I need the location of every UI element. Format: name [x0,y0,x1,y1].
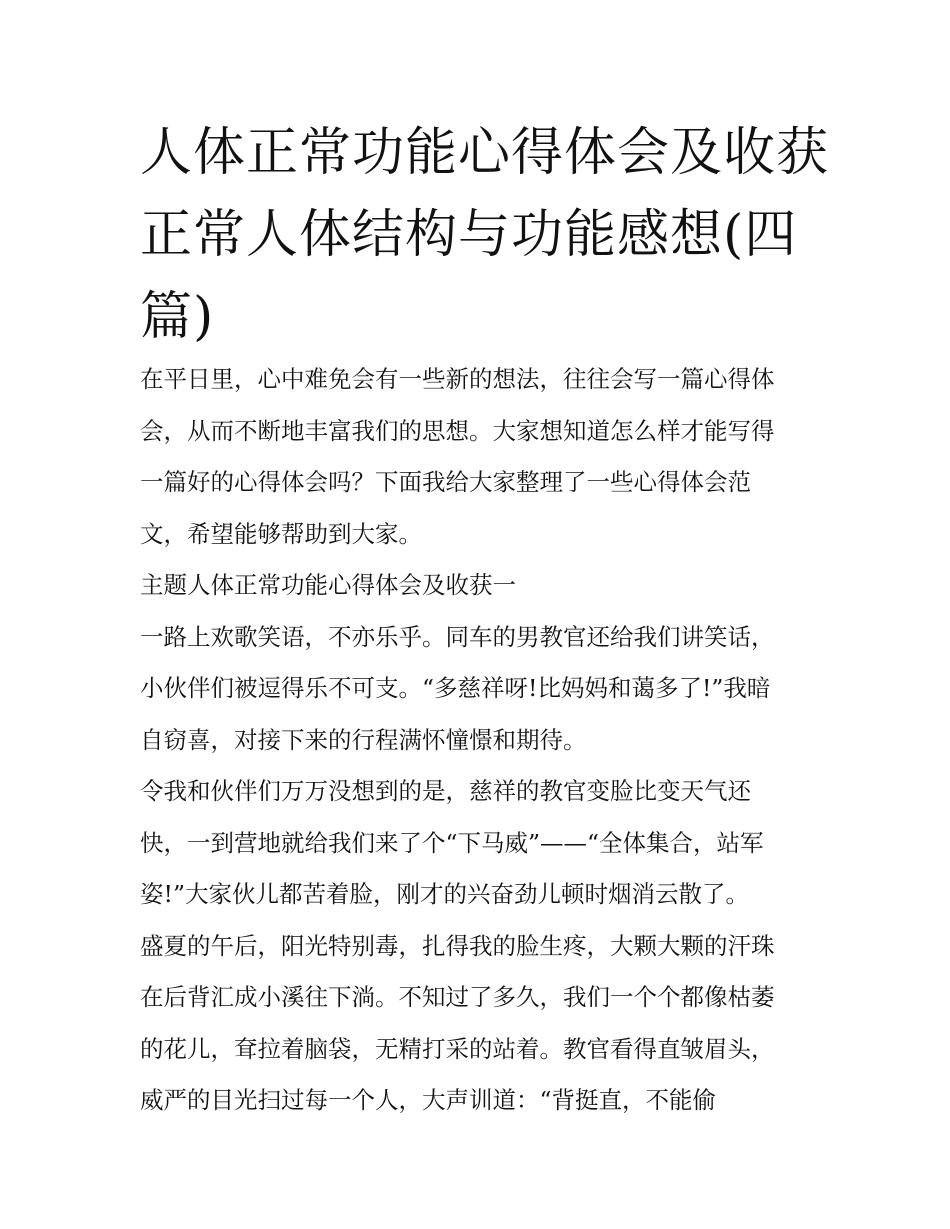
body-line: 快，一到营地就给我们来了个“下马威”——“全体集合，站军 [140,828,764,857]
body-line: 自窃喜，对接下来的行程满怀憧憬和期待。 [140,725,587,754]
body-line: 一路上欢歌笑语，不亦乐乎。同车的男教官还给我们讲笑话， [140,622,775,651]
body-line: 盛夏的午后，阳光特别毒，扎得我的脸生疼，大颗大颗的汗珠 [140,931,775,960]
body-line: 小伙伴们被逗得乐不可支。“多慈祥呀!比妈妈和蔼多了!”我暗 [140,674,771,702]
body-line: 姿!”大家伙儿都苦着脸，刚才的兴奋劲儿顿时烟消云散了。 [140,880,749,908]
body-line: 令我和伙伴们万万没想到的是，慈祥的教官变脸比变天气还 [140,777,751,805]
body-line: 一篇好的心得体会吗？下面我给大家整理了一些心得体会范 [140,468,751,496]
body-line: 会，从而不断地丰富我们的思想。大家想知道怎么样才能写得 [140,416,775,445]
section-heading: 主题人体正常功能心得体会及收获一 [140,571,516,599]
document-title [140,112,830,358]
title-line: 人体正常功能心得体会及收获 [140,123,830,183]
title-line: 正常人体结构与功能感想(四 [140,205,798,265]
body-line: 在平日里，心中难免会有一些新的想法，往往会写一篇心得体 [140,365,775,393]
title-line: 篇) [140,287,215,347]
body-line: 威严的目光扫过每一个人，大声训道：“背挺直，不能偷 [140,1086,717,1114]
body-line: 文，希望能够帮助到大家。 [140,519,422,548]
body-line: 的花儿，耷拉着脑袋，无精打采的站着。教官看得直皱眉头， [140,1034,775,1063]
body-line: 在后背汇成小溪往下淌。不知过了多久，我们一个个都像枯萎 [140,983,775,1011]
document-body [140,354,820,1127]
